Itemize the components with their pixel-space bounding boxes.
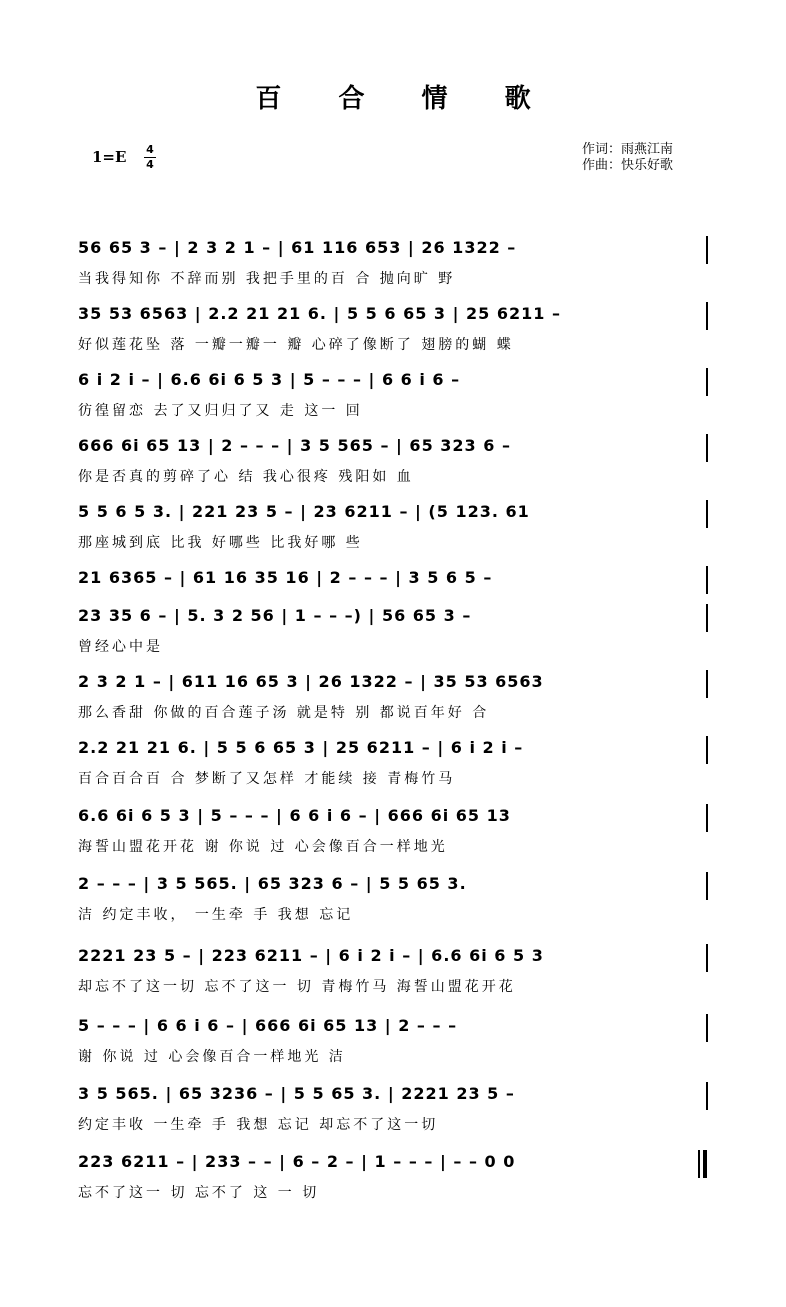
lyrics-line: 洁 约定丰收， 一生牵 手 我想 忘记	[78, 907, 354, 923]
score-row	[78, 1016, 712, 1072]
lyrics-line: 海誓山盟花开花 谢 你说 过 心会像百合一样地光	[78, 839, 448, 855]
row-end-barline	[706, 872, 708, 900]
lyricist-credit: 作词：雨燕江南	[582, 142, 674, 157]
notation-line: 2 3 2 1 – | 611 16 65 3 | 26 1322 – | 35 53 6563	[78, 672, 544, 691]
notation-line: 2 – – – | 3 5 565. | 65 323 6 – | 5 5 65 3.	[78, 874, 467, 893]
notation-line: 223 6211 – | 233 – – | 6 – 2 – | 1 – – – | – – 0 0	[78, 1152, 516, 1171]
score-row	[78, 304, 712, 360]
lyrics-line: 曾经心中是	[78, 639, 163, 655]
score-row	[78, 1152, 712, 1208]
score-row	[78, 806, 712, 862]
lyrics-line: 你是否真的剪碎了心 结 我心很疼 残阳如 血	[78, 469, 414, 485]
notation-line: 6.6 6i 6 5 3 | 5 – – – | 6 6 i 6 – | 666 6i 65 13	[78, 806, 511, 825]
row-end-barline	[706, 236, 708, 264]
row-end-barline	[706, 434, 708, 462]
score-row	[78, 946, 712, 1002]
score-row	[78, 738, 712, 794]
row-end-barline	[706, 670, 708, 698]
row-end-barline	[706, 736, 708, 764]
score-row	[78, 370, 712, 426]
lyrics-line: 约定丰收 一生牵 手 我想 忘记 却忘不了这一切	[78, 1117, 439, 1133]
row-end-barline	[706, 1014, 708, 1042]
row-end-barline	[706, 604, 708, 632]
score-row	[78, 672, 712, 728]
notation-line: 56 65 3 – | 2 3 2 1 – | 61 116 653 | 26 1322 –	[78, 238, 517, 257]
time-signature-bottom: 4	[146, 158, 154, 171]
notation-line: 21 6365 – | 61 16 35 16 | 2 – – – | 3 5 6 5 –	[78, 568, 493, 587]
lyrics-line: 忘不了这一 切 忘不了 这 一 切	[78, 1185, 320, 1201]
notation-line: 666 6i 65 13 | 2 – – – | 3 5 565 – | 65 323 6 –	[78, 436, 511, 455]
time-signature	[144, 144, 156, 171]
row-end-barline	[706, 368, 708, 396]
row-end-barline	[706, 944, 708, 972]
score-row	[78, 606, 712, 662]
notation-line: 5 5 6 5 3. | 221 23 5 – | 23 6211 – | (5 123. 61	[78, 502, 530, 521]
lyrics-line: 那座城到底 比我 好哪些 比我好哪 些	[78, 535, 363, 551]
score-row	[78, 502, 712, 558]
notation-line: 2221 23 5 – | 223 6211 – | 6 i 2 i – | 6.6 6i 6 5 3	[78, 946, 544, 965]
score-row	[78, 1084, 712, 1140]
score-row	[78, 436, 712, 492]
composer-credit: 作曲：快乐好歌	[582, 158, 674, 173]
score-row	[78, 874, 712, 930]
lyrics-line: 好似莲花坠 落 一瓣一瓣一 瓣 心碎了像断了 翅膀的蝴 蝶	[78, 337, 514, 353]
notation-line: 5 – – – | 6 6 i 6 – | 666 6i 65 13 | 2 – – –	[78, 1016, 458, 1035]
lyrics-line: 百合百合百 合 梦断了又怎样 才能续 接 青梅竹马	[78, 771, 456, 787]
lyrics-line: 彷徨留恋 去了又归归了又 走 这一 回	[78, 403, 363, 419]
notation-line: 23 35 6 – | 5. 3 2 56 | 1 – – –) | 56 65 3 –	[78, 606, 472, 625]
song-title: 百 合 情 歌	[255, 84, 555, 114]
notation-line: 2.2 21 21 6. | 5 5 6 65 3 | 25 6211 – | 6 i 2 i –	[78, 738, 524, 757]
notation-line: 35 53 6563 | 2.2 21 21 6. | 5 5 6 65 3 | 25 6211 –	[78, 304, 561, 323]
notation-line: 3 5 565. | 65 3236 – | 5 5 65 3. | 2221 23 5 –	[78, 1084, 515, 1103]
row-end-barline	[706, 500, 708, 528]
lyrics-line: 当我得知你 不辞而别 我把手里的百 合 抛向旷 野	[78, 271, 456, 287]
notation-line: 6 i 2 i – | 6.6 6i 6 5 3 | 5 – – – | 6 6 i 6 –	[78, 370, 461, 389]
row-end-barline	[706, 1082, 708, 1110]
lyrics-line: 谢 你说 过 心会像百合一样地光 洁	[78, 1049, 346, 1065]
credits	[582, 142, 673, 174]
time-signature-top: 4	[146, 143, 154, 156]
key-signature: 1=E	[92, 148, 127, 166]
lyrics-line: 却忘不了这一切 忘不了这一 切 青梅竹马 海誓山盟花开花	[78, 979, 516, 995]
lyrics-line: 那么香甜 你做的百合莲子汤 就是特 别 都说百年好 合	[78, 705, 490, 721]
row-end-barline	[706, 804, 708, 832]
row-end-barline	[706, 302, 708, 330]
score-row	[78, 238, 712, 294]
row-end-barline	[706, 566, 708, 594]
final-barline	[698, 1150, 707, 1178]
